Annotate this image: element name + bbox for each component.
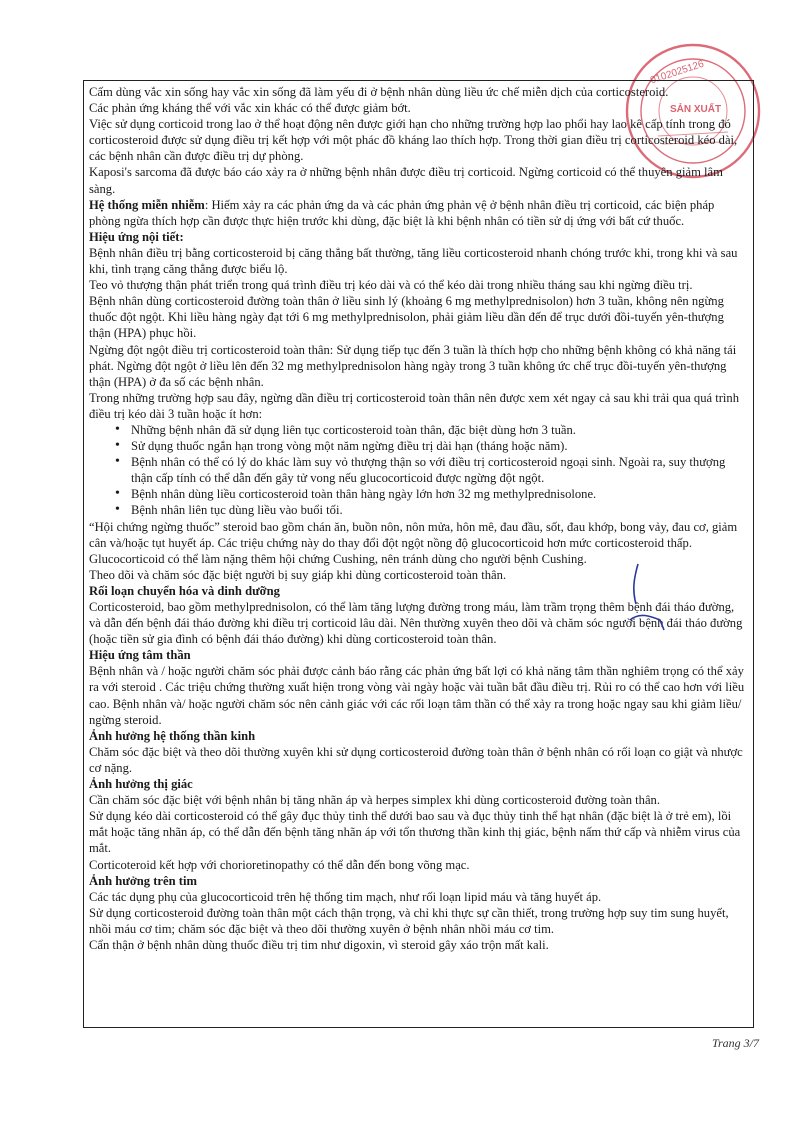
paragraph-visual-1: Cần chăm sóc đặc biệt với bệnh nhân bị tăng nhãn áp và herpes simplex khi dùng corticosteroid đường toàn thân. xyxy=(89,793,660,808)
list-item: • Sử dụng thuốc ngắn hạn trong vòng một năm ngừng điều trị dài hạn (tháng hoặc năm). xyxy=(115,438,747,454)
svg-text:SẢN XUẤT: SẢN XUẤT xyxy=(670,104,722,115)
bullet-list-endocrine xyxy=(89,422,747,519)
document-body xyxy=(83,80,754,1028)
paragraph-cardiac-1: Các tác dụng phụ của glucocorticoid trên hệ thống tim mạch, như rối loạn lipid máu và tăng huyết áp. xyxy=(89,889,602,904)
paragraph-antibody: Các phản ứng kháng thể với vắc xin khác có thể được giảm bớt. xyxy=(89,101,411,116)
paragraph-endocrine-5: Trong những trường hợp sau đây, ngừng dần điều trị corticosteroid toàn thân nên được xem xét ngay cả sau khi trải qua quá trình điều trị kéo dài 3 tuần hoặc ít hơn: xyxy=(89,390,740,421)
list-item: • Bệnh nhân có thể có lý do khác làm suy vỏ thượng thận so với điều trị corticosteroid ngoại sinh. Ngoài ra, suy thượng thận cấp tính có thể dẫn đến gây tử vong nếu glucocorticoid được ngừng đột ngột. xyxy=(115,454,747,486)
pen-annotation-mark xyxy=(620,560,680,640)
svg-text:0102025126: 0102025126 xyxy=(648,58,706,87)
paragraph-visual-3: Corticoteroid kết hợp với chorioretinopathy có thể dẫn đến bong võng mạc. xyxy=(89,857,470,872)
section-heading-immune: Hệ thống miễn nhiễm xyxy=(89,197,205,212)
list-item: • Bệnh nhân liên tục dùng liều vào buổi tối. xyxy=(115,502,747,518)
paragraph-endocrine-4: Ngừng đột ngột điều trị corticosteroid toàn thân: Sử dụng tiếp tục đến 3 tuần là thích hợp cho những bệnh không có khả năng tái phát. Ngừng đột ngột ở liều lên đến 32 mg methylprednisolon hàng ngày trong 3 tuần không ức chế trục đồi-tuyến yên-thượng thận (HPA) ở đa số các bệnh nhân. xyxy=(89,342,737,389)
paragraph-hypothyroid: Theo dõi và chăm sóc đặc biệt người bị suy giáp khi dùng corticosteroid toàn thân. xyxy=(89,567,507,582)
section-heading-endocrine: Hiệu ứng nội tiết: xyxy=(89,229,184,244)
list-item: • Bệnh nhân dùng liều corticosteroid toàn thân hàng ngày lớn hơn 32 mg methylprednisolone. xyxy=(115,486,747,502)
paragraph-withdrawal-syndrome: “Hội chứng ngừng thuốc” steroid bao gồm chán ăn, buồn nôn, nôn mửa, hôn mê, đau đầu, sốt, đau khớp, bong vảy, đau cơ, giảm cân và/hoặc tụt huyết áp. Các triệu chứng này do thay đổi đột ngột nồng độ glucocorticoid hơn mức corticosteroid thấp. xyxy=(89,519,738,550)
page-number: Trang 3/7 xyxy=(711,1036,759,1050)
paragraph-visual-2: Sử dụng kéo dài corticosteroid có thể gây đục thủy tinh thể dưới bao sau và đục thủy tinh thể hạt nhân (đặc biệt là ở trẻ em), lồi mắt hoặc tăng nhãn áp, có thể dẫn đến bệnh tăng nhãn áp với tổn thương thần kinh thị giác, bệnh nấm thứ cấp và nhiễm virus của mắt. xyxy=(89,809,741,856)
paragraph-endocrine-3: Bệnh nhân dùng corticosteroid đường toàn thân ở liều sinh lý (khoảng 6 mg methylprednisolon) hơn 3 tuần, không nên ngừng thuốc đột ngột. Khi liều hàng ngày đạt tới 6 mg methylprednisolon, phải giảm liều dần đến để trục dưới đồi-tuyến yên-thượng thận (HPA) phục hồi. xyxy=(89,294,724,341)
list-item: • Những bệnh nhân đã sử dụng liên tục corticosteroid toàn thân, đặc biệt dùng hơn 3 tuần. xyxy=(115,422,747,438)
section-immune xyxy=(89,197,747,229)
paragraph-nervous: Chăm sóc đặc biệt và theo dõi thường xuyên khi sử dụng corticosteroid đường toàn thân ở bệnh nhân có rối loạn co giật và nhược cơ nặng. xyxy=(89,744,743,775)
paragraph-kaposi: Kaposi's sarcoma đã được báo cáo xảy ra ở những bệnh nhân được điều trị corticoid. Ngừng corticoid có thể thuyên giảm lâm sàng. xyxy=(89,165,723,196)
paragraph-cardiac-2: Sử dụng corticosteroid đường toàn thân một cách thận trọng, và chỉ khi thực sự cần thiết, trong trường hợp suy tim sung huyết, nhồi máu cơ tim; chăm sóc đặc biệt và theo dõi thường xuyên ở bệnh nhân nhồi máu cơ tim. xyxy=(89,905,729,936)
section-heading-visual: Ảnh hưởng thị giác xyxy=(89,777,193,792)
paragraph-metabolic: Corticosteroid, bao gồm methylprednisolon, có thể làm tăng lượng đường trong máu, làm trầm trọng thêm bệnh đái tháo đường, và dẫn đến bệnh đái tháo đường khi điều trị corticoid lâu dài. Nên thường xuyên theo dõi và chăm sóc người bệnh đái tháo đường (hoặc tiền sử gia đình có bệnh đái tháo đường) khi dùng corticosteroid toàn thân. xyxy=(89,600,743,647)
paragraph-tuberculosis: Việc sử dụng corticoid trong lao ở thể hoạt động nên được giới hạn cho những trường hợp lao phổi hay lao kê cấp tính trong đó corticosteroid được sử dụng điều trị kết hợp với một phác đồ kháng lao thích hợp. Trong thời gian điều trị corticosteroid kéo dài, các bệnh nhân cần được điều trị dự phòng. xyxy=(89,117,738,164)
paragraph-vaccine: Cấm dùng vắc xin sống hay vắc xin sống đã làm yếu đi ở bệnh nhân dùng liều ức chế miễn dịch của corticosteroid. xyxy=(89,85,669,99)
paragraph-cardiac-3: Cẩn thận ở bệnh nhân dùng thuốc điều trị tim như digoxin, vì steroid gây xáo trộn mất kali. xyxy=(89,937,549,952)
paragraph-endocrine-1: Bệnh nhân điều trị bằng corticosteroid bị căng thẳng bất thường, tăng liều corticosteroid nhanh chóng trước khi, trong khi và sau khi, tình trạng căng thẳng được biểu lộ. xyxy=(89,245,738,277)
section-heading-cardiac: Ảnh hưởng trên tim xyxy=(89,873,197,888)
section-text-immune: : Hiếm xảy ra các phản ứng da và các phản ứng phản vệ ở bệnh nhân điều trị corticoid, các biện pháp phòng ngừa thích hợp cần được thực hiện trước khi dùng, đặc biệt là khi bệnh nhân có tiền sử dị ứng với bất cứ thuốc. xyxy=(89,197,715,228)
section-heading-nervous: Ảnh hưởng hệ thống thần kinh xyxy=(89,728,256,743)
section-heading-psychiatric: Hiệu ứng tâm thần xyxy=(89,648,191,663)
section-heading-metabolic: Rối loạn chuyển hóa và dinh dưỡng xyxy=(89,583,280,598)
paragraph-endocrine-2: Teo vỏ thượng thận phát triển trong quá trình điều trị kéo dài và có thể kéo dài trong nhiều tháng sau khi ngừng điều trị. xyxy=(89,278,693,293)
paragraph-psychiatric: Bệnh nhân và / hoặc người chăm sóc phải được cảnh báo rằng các phản ứng bất lợi có khả năng tâm thần nghiêm trọng có thể xảy ra với steroid . Các triệu chứng thường xuất hiện trong vòng vài ngày hoặc vài tuần bắt đầu điều trị. Rủi ro có thể cao hơn với liều cao. Bệnh nhân và/ hoặc người chăm sóc nên cảnh giác với các rối loạn tâm thần có thể xảy ra trong hoặc ngay sau khi giảm liều/ ngừng steroid. xyxy=(89,664,745,727)
paragraph-cushing: Glucocorticoid có thể làm nặng thêm hội chứng Cushing, nên tránh dùng cho người bệnh Cushing. xyxy=(89,551,587,566)
